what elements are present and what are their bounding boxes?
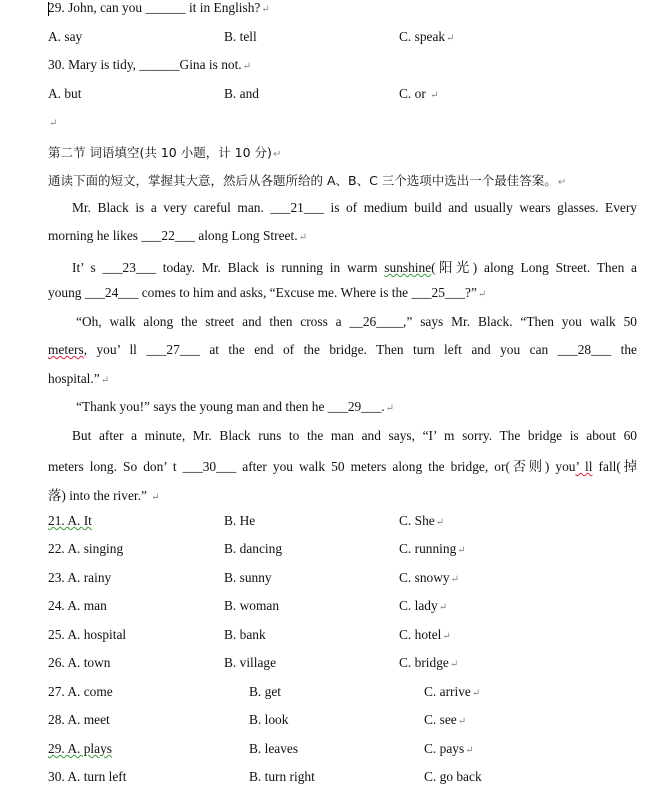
spelling-underline: meters xyxy=(48,342,84,357)
option-row-22-b: B. dancing xyxy=(224,541,283,556)
option-row-30-c: C. go back xyxy=(424,769,482,784)
question-30-stem: 30. Mary is tidy, ______Gina is not.↵ xyxy=(48,57,252,72)
spelling-underline: sunshine xyxy=(384,260,432,275)
passage-line: young ___24___ comes to him and asks, “Excuse me. Where is the ___25___?”↵ xyxy=(48,285,487,300)
option-row-26-c: C. bridge↵ xyxy=(399,655,459,670)
option-row-25-c: C. hotel↵ xyxy=(399,627,451,642)
passage-line: “Thank you!” says the young man and then he ___29___.↵ xyxy=(76,399,395,414)
question-29-option-a: A. say xyxy=(48,29,83,44)
question-30-option-c: C. or ↵ xyxy=(399,86,439,101)
option-row-27-a: 27. A. come xyxy=(48,684,113,699)
option-row-25-a: 25. A. hospital xyxy=(48,627,127,642)
passage-line: meters long. So don’ t ___30___ after you walk 50 meters along the bridge, or(否则) you’ ll fall(掉 xyxy=(48,459,637,474)
option-row-28-b: B. look xyxy=(249,712,289,727)
spelling-underline: ’ ll xyxy=(575,459,593,474)
option-row-28-a: 28. A. meet xyxy=(48,712,110,727)
option-row-24-b: B. woman xyxy=(224,598,280,613)
passage-line: Mr. Black is a very careful man. ___21___ is of medium build and usually wears glasses. Every xyxy=(72,200,637,215)
passage-line: “Oh, walk along the street and then cross a __26____,” says Mr. Black. “Then you walk 50 xyxy=(76,314,637,329)
passage-line: It’ s ___23___ today. Mr. Black is running in warm sunshine(阳光) along Long Street. Then a xyxy=(72,260,637,275)
empty-paragraph: ↵ xyxy=(49,118,58,129)
option-row-21-c: C. She↵ xyxy=(399,513,445,528)
option-row-21-a: 21. A. It xyxy=(48,513,92,528)
option-row-22-a: 22. A. singing xyxy=(48,541,124,556)
question-29-option-b: B. tell xyxy=(224,29,257,44)
section-heading: 第二节 词语填空(共 10 小题，计 10 分)↵ xyxy=(48,145,282,160)
passage-line: hospital.”↵ xyxy=(48,371,110,386)
section-instruction: 通读下面的短文，掌握其大意，然后从各题所给的 A、B、C 三个选项中选出一个最佳答案。↵ xyxy=(48,173,567,188)
option-row-24-c: C. lady↵ xyxy=(399,598,448,613)
option-row-23-b: B. sunny xyxy=(224,570,272,585)
question-29-option-c: C. speak↵ xyxy=(399,29,455,44)
option-row-22-c: C. running↵ xyxy=(399,541,466,556)
option-row-28-c: C. see↵ xyxy=(424,712,467,727)
question-30-option-b: B. and xyxy=(224,86,259,101)
option-row-26-a: 26. A. town xyxy=(48,655,111,670)
option-row-27-b: B. get xyxy=(249,684,281,699)
option-row-23-c: C. snowy↵ xyxy=(399,570,459,585)
option-row-21-b: B. He xyxy=(224,513,256,528)
option-row-29-a: 29. A. plays xyxy=(48,741,112,756)
option-row-29-b: B. leaves xyxy=(249,741,299,756)
option-row-25-b: B. bank xyxy=(224,627,266,642)
option-row-30-b: B. turn right xyxy=(249,769,315,784)
option-row-27-c: C. arrive↵ xyxy=(424,684,481,699)
passage-line: morning he likes ___22___ along Long Street.↵ xyxy=(48,228,307,243)
passage-line: 落) into the river.” ↵ xyxy=(48,488,160,503)
passage-line: But after a minute, Mr. Black runs to the man and says, “I’ m sorry. The bridge is about 60 xyxy=(72,428,637,443)
option-row-24-a: 24. A. man xyxy=(48,598,107,613)
option-row-23-a: 23. A. rainy xyxy=(48,570,112,585)
question-29-stem: 29. John, can you ______ it in English?↵ xyxy=(48,0,270,15)
option-row-30-a: 30. A. turn left xyxy=(48,769,127,784)
passage-line: meters, you’ ll ___27___ at the end of the bridge. Then turn left and you can ___28___ the xyxy=(48,342,637,357)
question-30-option-a: A. but xyxy=(48,86,82,101)
option-row-29-c: C. pays↵ xyxy=(424,741,474,756)
option-row-26-b: B. village xyxy=(224,655,277,670)
